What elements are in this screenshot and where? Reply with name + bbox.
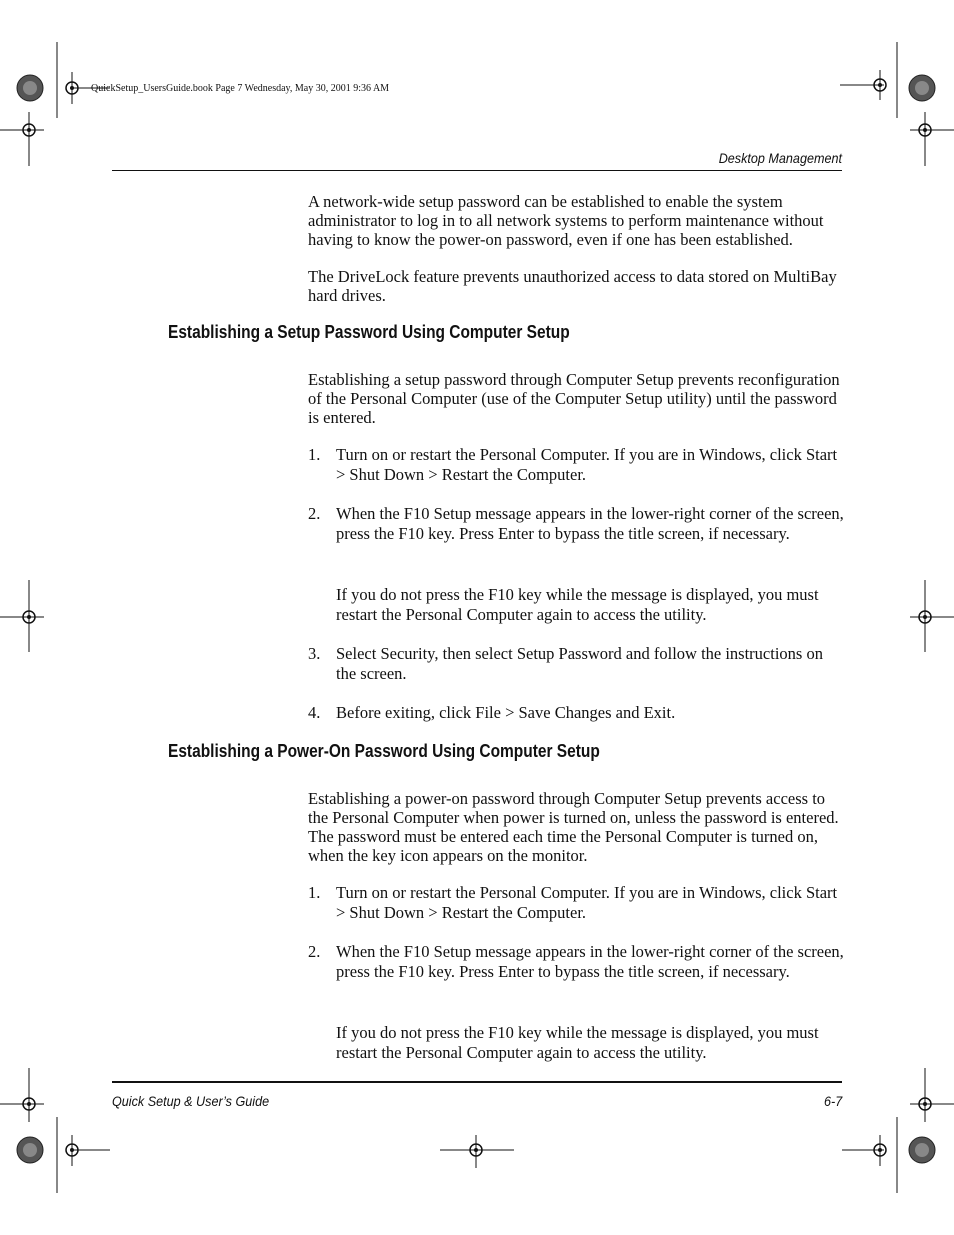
footer-rule	[112, 1081, 842, 1083]
intro-paragraph-1: A network-wide setup password can be established to enable the system administrator to log in to all network systems to perform maintenance without having to know the power-on password, even if one has been established.	[308, 192, 824, 249]
step-text: Select Security, then select Setup Password and follow the instructions on the screen.	[336, 644, 823, 683]
section-heading-power-on-password: Establishing a Power-On Password Using Computer Setup	[168, 741, 600, 761]
step-text: When the F10 Setup message appears in the lower-right corner of the screen, press the F10 key. Press Enter to bypass the title screen, if necessary.	[336, 504, 844, 543]
step-number: 1.	[308, 445, 321, 464]
section1-step-2-note: If you do not press the F10 key while the message is displayed, you must restart the Personal Computer again to access the utility.	[336, 585, 819, 624]
step-text: Turn on or restart the Personal Computer. If you are in Windows, click Start > Shut Down > Restart the Computer.	[336, 883, 838, 922]
section-heading-setup-password: Establishing a Setup Password Using Computer Setup	[168, 322, 570, 342]
print-stamp: QuickSetup_UsersGuide.book Page 7 Wednesday, May 30, 2001 9:36 AM	[91, 83, 390, 94]
section2-intro: Establishing a power-on password through Computer Setup prevents access to the Personal Computer when power is turned on, unless the password is entered. The password must be entered each time the Personal Computer is turned on, when the key icon appears on the monitor.	[308, 789, 839, 865]
step-number: 1.	[308, 883, 321, 902]
footer-book-title: Quick Setup & User’s Guide	[112, 1093, 270, 1109]
step-text: Before exiting, click File > Save Changes and Exit.	[336, 703, 676, 722]
step-text: When the F10 Setup message appears in the lower-right corner of the screen, press the F10 key. Press Enter to bypass the title screen, if necessary.	[336, 942, 844, 981]
section2-step-2-note: If you do not press the F10 key while the message is displayed, you must restart the Personal Computer again to access the utility.	[336, 1023, 819, 1062]
page-number: 6-7	[823, 1093, 842, 1109]
step-number: 4.	[308, 703, 321, 722]
intro-paragraph-2: The DriveLock feature prevents unauthorized access to data stored on MultiBay hard drives.	[308, 267, 837, 305]
step-number: 3.	[308, 644, 321, 663]
step-number: 2.	[308, 504, 321, 523]
section1-intro: Establishing a setup password through Computer Setup prevents reconfiguration of the Personal Computer (use of the Computer Setup utility) until the password is entered.	[308, 370, 840, 427]
step-text: Turn on or restart the Personal Computer. If you are in Windows, click Start > Shut Down > Restart the Computer.	[336, 445, 838, 484]
running-header: Desktop Management	[718, 150, 842, 166]
header-rule	[112, 170, 842, 171]
step-number: 2.	[308, 942, 321, 961]
